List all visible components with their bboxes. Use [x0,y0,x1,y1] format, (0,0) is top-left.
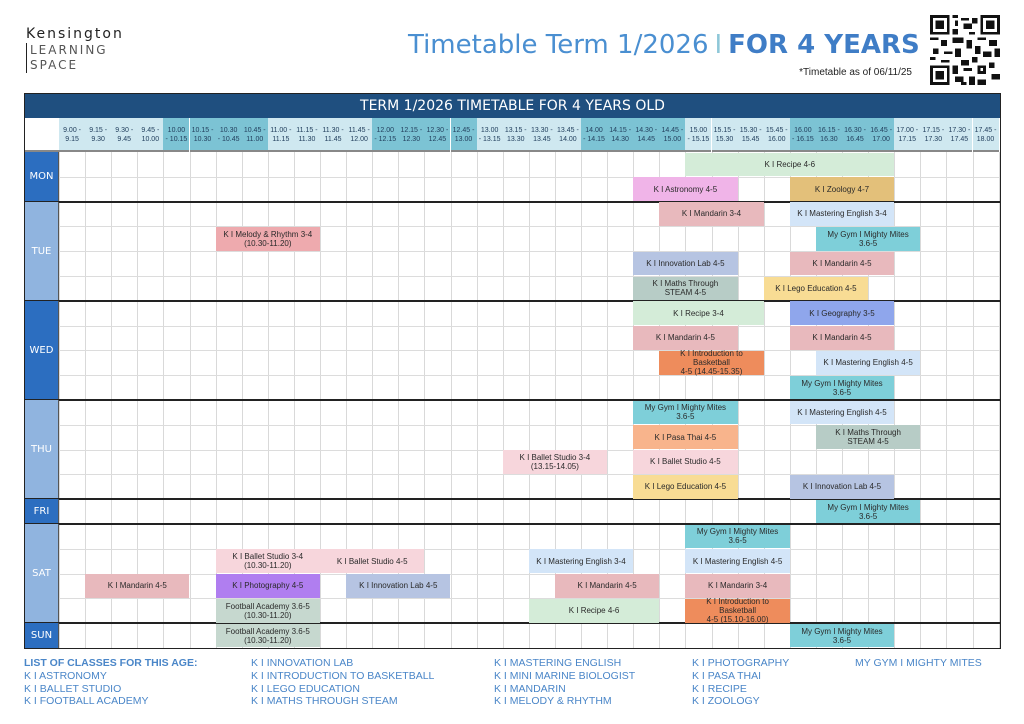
logo-line-2: SPACE [30,58,79,72]
time-slot-header: 16.15 - 16.30 [816,118,842,152]
time-slot-header: 17.00 - 17.15 [894,118,920,152]
class-block[interactable] [503,450,607,474]
class-block[interactable] [685,153,894,177]
class-block[interactable] [555,574,659,598]
class-block[interactable] [764,277,868,301]
time-slot-header: 13.30 - 13.45 [529,118,555,152]
time-slot-header: 13.15 - 13.30 [503,118,529,152]
class-block[interactable] [633,252,737,276]
time-slot-header: 12.45 - 13.00 [451,118,477,152]
time-slot-header: 12.00 - 12.15 [372,118,398,152]
grid-line [59,574,999,575]
class-block[interactable] [790,624,894,648]
time-slot-header: 15.45 - 16.00 [764,118,790,152]
class-block[interactable] [790,301,894,325]
time-slot-header: 13.45 - 14.00 [555,118,581,152]
class-block[interactable] [633,425,737,449]
class-label: K I Ballet Studio 3-4 (10.30-11.20) [232,552,304,571]
class-label: K I Lego Education 4-5 [644,482,727,492]
legend-item: K I LEGO EDUCATION [251,682,360,695]
class-label: K I Introduction to Basketball 4-5 (14.45-15.35) [680,349,743,377]
class-label: K I Mandarin 3-4 [708,581,768,591]
timetable-as-of: *Timetable as of 06/11/25 [799,67,912,78]
class-block[interactable] [790,475,894,499]
class-block[interactable] [633,326,737,350]
class-label: K I Mandarin 4-5 [107,581,167,591]
logo-line-1: LEARNING [30,43,108,57]
time-slot-header: 9.45 - 10.00 [137,118,163,152]
legend-item: K I MELODY & RHYTHM [494,695,612,708]
class-block[interactable] [790,202,894,226]
class-label: K I Innovation Lab 4-5 [359,581,438,591]
time-slot-header: 15.15 - 15.30 [712,118,738,152]
class-label: K I Mastering English 4-5 [823,358,913,368]
logo [26,26,124,73]
legend-item: MY GYM I MIGHTY MITES [855,657,982,669]
title-main: Timetable Term 1/2026 [408,30,709,60]
class-label: K I Melody & Rhythm 3-4 (10.30-11.20) [223,229,313,248]
class-block[interactable] [685,525,789,549]
class-label: K I Maths Through STEAM 4-5 [835,428,901,447]
class-block[interactable] [790,177,894,201]
class-block[interactable] [216,599,320,623]
class-label: K I Maths Through STEAM 4-5 [652,279,719,298]
class-label: K I Mandarin 4-5 [812,333,872,343]
class-block[interactable] [216,227,320,251]
class-label: K I Photography 4-5 [232,581,304,591]
class-label: K I Ballet Studio 4-5 [336,556,408,566]
legend-item: K I PHOTOGRAPHY [692,657,790,669]
legend-col-2 [494,657,635,708]
class-label: K I Innovation Lab 4-5 [802,482,882,492]
time-slot-header: 15.00 - 15.15 [685,118,711,152]
logo-subtitle [26,43,124,73]
day-label-mon: MON [25,152,59,202]
day-label-wed: WED [25,301,59,400]
legend-item: K I INNOVATION LAB [251,657,354,669]
time-slot-header: 13.00 - 13.15 [477,118,503,152]
legend-item: K I MATHS THROUGH STEAM [251,695,398,708]
class-label: K I Ballet Studio 3-4 (13.15-14.05) [519,452,591,471]
day-label-fri: FRI [25,499,59,524]
class-label: K I Mastering English 3-4 [536,556,626,566]
qr-code-icon [930,15,1000,85]
time-slot-header: 11.15 - 11.30 [294,118,320,152]
class-block[interactable] [659,351,763,375]
time-slot-header: 12.15 - 12.30 [398,118,424,152]
class-block[interactable] [685,599,789,623]
timetable [24,93,1001,649]
timetable-title: TERM 1/2026 TIMETABLE FOR 4 YEARS OLD [25,94,1000,118]
class-label: K I Pasa Thai 4-5 [654,432,717,442]
time-slot-header: 11.30 - 11.45 [320,118,346,152]
class-block[interactable] [320,549,424,573]
legend-item: K I RECIPE [692,682,747,695]
class-label: K I Introduction to Basketball 4-5 (15.10-16.00) [706,597,769,625]
class-block[interactable] [529,599,660,623]
class-block[interactable] [633,277,737,301]
time-slot-header: 10.15 - 10.30 [190,118,216,152]
class-block[interactable] [790,326,894,350]
class-label: K I Recipe 3-4 [673,308,724,318]
class-block[interactable] [816,500,920,524]
class-label: K I Mastering English 4-5 [797,407,887,417]
class-label: K I Innovation Lab 4-5 [646,259,725,269]
time-slot-header: 17.30 - 17.45 [946,118,972,152]
time-slot-header: 9.15 - 9.30 [85,118,111,152]
class-block[interactable] [790,376,894,400]
class-block[interactable] [346,574,450,598]
class-block[interactable] [633,450,737,474]
class-label: My Gym I Mighty Mites 3.6-5 [801,626,883,645]
day-label-sat: SAT [25,524,59,623]
time-slot-header: 14.45 - 15.00 [659,118,685,152]
class-block[interactable] [659,202,763,226]
class-label: My Gym I Mighty Mites 3.6-5 [827,502,909,521]
class-block[interactable] [633,475,737,499]
class-label: K I Ballet Studio 4-5 [650,457,721,467]
class-label: K I Mastering English 4-5 [692,556,783,566]
class-block[interactable] [216,574,320,598]
class-label: K I Mandarin 4-5 [812,259,872,269]
class-label: K I Zoology 4-7 [814,184,870,194]
class-label: My Gym I Mighty Mites 3.6-5 [827,229,909,248]
legend-item: K I ZOOLOGY [692,695,760,708]
legend-item: K I MINI MARINE BIOLOGIST [494,669,636,682]
legend-item: K I BALLET STUDIO [24,682,122,695]
legend-item: K I ASTRONOMY [24,669,107,682]
class-label: Football Academy 3.6-5 (10.30-11.20) [225,601,310,620]
time-slot-header: 16.00 - 16.15 [790,118,816,152]
class-label: My Gym I Mighty Mites 3.6-5 [696,527,779,546]
class-block[interactable] [790,252,894,276]
time-slot-header: 11.00 - 11.15 [268,118,294,152]
legend-col-0 [24,657,197,708]
day-label-tue: TUE [25,202,59,301]
time-slot-header: 16.30 - 16.45 [842,118,868,152]
day-label-sun: SUN [25,623,59,648]
page-title [408,30,920,60]
class-label: K I Mastering English 3-4 [797,209,887,219]
time-slot-header: 14.15 - 14.30 [607,118,633,152]
title-separator: I [714,30,723,60]
legend-item: K I INTRODUCTION TO BASKETBALL [251,669,435,682]
class-block[interactable] [816,425,920,449]
class-label: My Gym I Mighty Mites 3.6-5 [644,403,727,422]
time-slot-header: 9.00 - 9.15 [59,118,85,152]
legend-col-4 [855,657,982,670]
class-block[interactable] [816,227,920,251]
class-block[interactable] [685,549,789,573]
class-label: K I Recipe 4-6 [568,606,620,616]
class-label: My Gym I Mighty Mites 3.6-5 [801,378,883,397]
class-block[interactable] [85,574,189,598]
legend-item: K I PASA THAI [692,669,762,682]
class-label: K I Mandarin 4-5 [577,581,637,591]
time-slot-header: 17.45 - 18.00 [973,118,999,152]
class-block[interactable] [633,401,737,425]
logo-brand: Kensington [26,26,124,42]
class-label: K I Geography 3-5 [809,308,875,318]
time-slot-header: 17.15 - 17.30 [920,118,946,152]
time-slot-header: 14.30 - 14.45 [633,118,659,152]
class-block[interactable] [816,351,920,375]
time-slot-header: 10.00 - 10.15 [163,118,189,152]
legend-col-3 [692,657,789,708]
class-label: Football Academy 3.6-5 (10.30-11.20) [225,626,310,645]
time-slot-header: 9.30 - 9.45 [111,118,137,152]
time-slot-header: 12.30 - 12.45 [424,118,450,152]
class-block[interactable] [633,177,737,201]
legend-item: K I MANDARIN [494,682,566,695]
time-slot-header: 10.30 - 10.45 [216,118,242,152]
class-label: K I Lego Education 4-5 [775,283,857,293]
time-slot-header: 14.00 - 14.15 [581,118,607,152]
class-label: K I Mandarin 4-5 [655,333,715,343]
class-label: K I Recipe 4-6 [764,159,816,169]
time-slot-header: 16.45 - 17.00 [868,118,894,152]
class-block[interactable] [216,549,320,573]
class-block[interactable] [790,401,894,425]
legend-col-1 [251,657,434,708]
legend-heading: LIST OF CLASSES FOR THIS AGE: [24,657,198,669]
class-block[interactable] [685,574,789,598]
legend-item: K I MASTERING ENGLISH [494,657,622,669]
class-block[interactable] [216,624,320,648]
title-age: FOR 4 YEARS [728,30,920,60]
time-slot-header: 10.45 - 11.00 [242,118,268,152]
legend-item: K I FOOTBALL ACADEMY [24,695,149,708]
time-slot-header: 11.45 - 12.00 [346,118,372,152]
header-corner [25,118,59,152]
day-label-thu: THU [25,400,59,499]
time-slot-header: 15.30 - 15.45 [738,118,764,152]
class-label: K I Astronomy 4-5 [653,184,718,194]
class-block[interactable] [633,301,764,325]
class-label: K I Mandarin 3-4 [681,209,742,219]
class-block[interactable] [529,549,633,573]
